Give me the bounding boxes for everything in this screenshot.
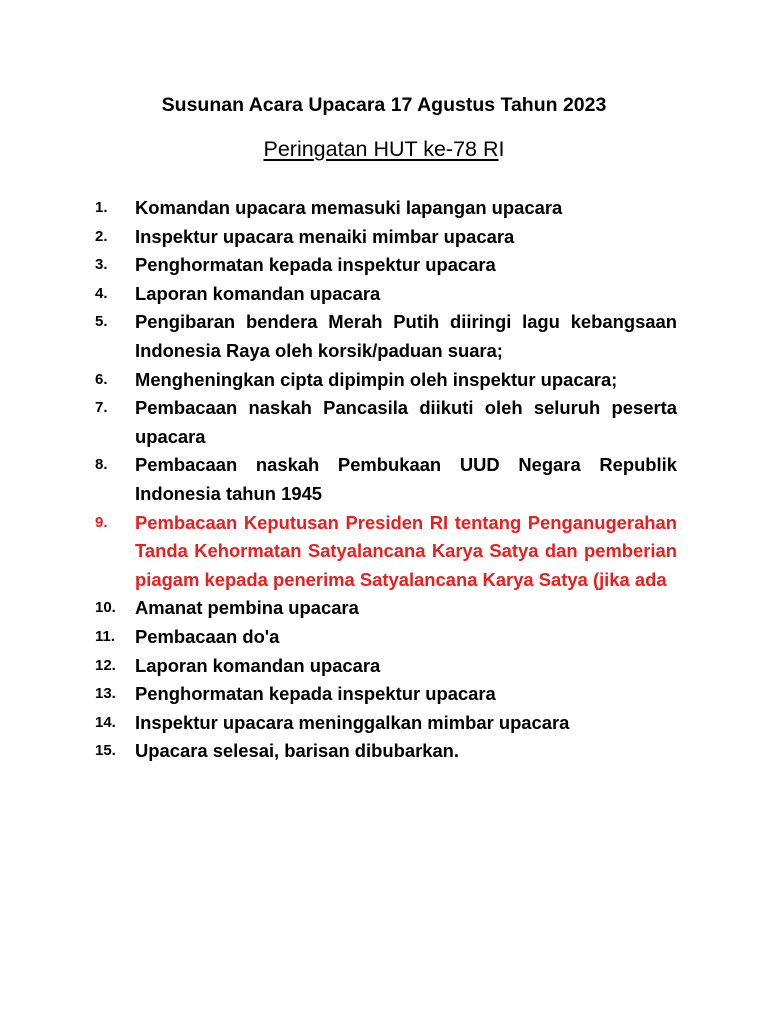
agenda-item-text: Pengibaran bendera Merah Putih diiringi lagu kebangsaan Indonesia Raya oleh korsik/paduan suara;: [135, 311, 677, 361]
agenda-item-text: Pembacaan naskah Pembukaan UUD Negara Republik Indonesia tahun 1945: [135, 454, 677, 504]
agenda-item-2: [0, 223, 677, 252]
agenda-item-text: Upacara selesai, barisan dibubarkan.: [135, 740, 460, 762]
agenda-item-number: 11.: [95, 627, 116, 645]
agenda-item-number: 1.: [95, 199, 108, 216]
agenda-item-text: Penghormatan kepada inspektur upacara: [135, 254, 496, 276]
agenda-list: [0, 194, 768, 766]
agenda-item-9: [0, 509, 677, 595]
agenda-item-1: [0, 194, 677, 223]
agenda-item-number: 7.: [95, 399, 108, 417]
agenda-item-number: 4.: [95, 284, 108, 302]
agenda-item-3: [0, 251, 677, 280]
agenda-item-text: Komandan upacara memasuki lapangan upacara: [135, 197, 563, 218]
agenda-item-text: Mengheningkan cipta dipimpin oleh inspektur upacara;: [135, 368, 618, 390]
agenda-item-11: [0, 623, 677, 652]
agenda-item-text: Amanat pembina upacara: [135, 597, 359, 619]
agenda-item-text: Inspektur upacara meninggalkan mimbar upacara: [135, 711, 570, 733]
agenda-item-text: Pembacaan Keputusan Presiden RI tentang Penganugerahan Tanda Kehormatan Satyalancana Karya Satya dan pemberian piagam kepada penerima Satyalancana Karya Satya (jika ada: [135, 511, 677, 590]
agenda-item-7: [0, 394, 677, 451]
agenda-item-13: [0, 680, 677, 709]
agenda-item-text: Laporan komandan upacara: [135, 282, 381, 304]
agenda-item-text: Pembacaan do'a: [135, 625, 280, 647]
agenda-item-number: 10.: [95, 599, 116, 617]
agenda-item-text: Inspektur upacara menaiki mimbar upacara: [135, 225, 515, 247]
agenda-item-15: [0, 737, 677, 766]
document-title: Susunan Acara Upacara 17 Agustus Tahun 2023: [161, 94, 607, 116]
document-subtitle: [0, 135, 768, 163]
agenda-item-number: 12.: [95, 656, 116, 674]
agenda-item-14: [0, 709, 677, 738]
agenda-item-number: 6.: [95, 370, 108, 388]
agenda-item-text: Penghormatan kepada inspektur upacara: [135, 683, 496, 705]
agenda-item-number: 2.: [95, 227, 108, 245]
agenda-item-number: 9.: [95, 513, 108, 531]
agenda-item-number: 14.: [95, 713, 116, 731]
agenda-item-number: 15.: [95, 742, 116, 760]
agenda-item-number: 13.: [95, 685, 116, 703]
agenda-item-8: [0, 451, 677, 508]
agenda-item-5: [0, 308, 677, 365]
agenda-item-10: [0, 594, 677, 623]
agenda-item-number: 3.: [95, 256, 108, 274]
agenda-item-6: [0, 366, 677, 395]
agenda-item-4: [0, 280, 677, 309]
agenda-item-number: 5.: [95, 313, 108, 331]
document-subtitle-underlined: Peringatan HUT ke-78 R: [263, 137, 499, 161]
document-subtitle-tail: I: [498, 137, 505, 161]
agenda-item-12: [0, 652, 677, 681]
agenda-item-text: Pembacaan naskah Pancasila diikuti oleh seluruh peserta upacara: [135, 397, 677, 447]
agenda-item-text: Laporan komandan upacara: [135, 654, 381, 676]
agenda-item-number: 8.: [95, 456, 108, 474]
